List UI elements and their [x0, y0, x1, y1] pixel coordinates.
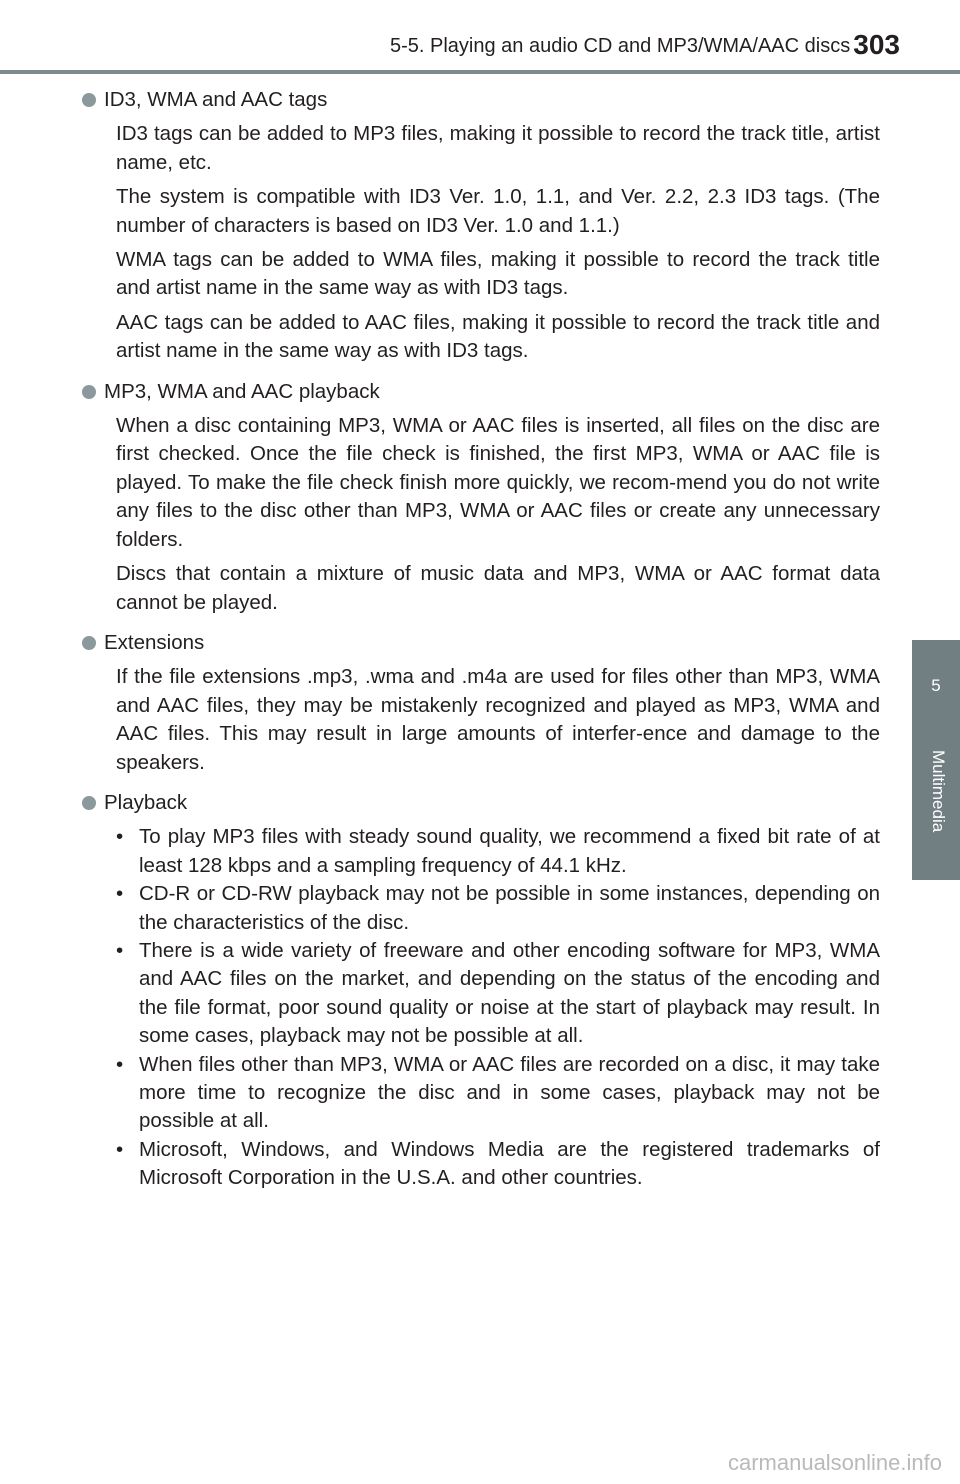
page-content	[82, 86, 880, 1199]
bullet-icon	[82, 796, 96, 810]
list-item-text: CD-R or CD-RW playback may not be possible in some instances, depending on the characteristics of the disc.	[139, 882, 880, 934]
paragraph: Discs that contain a mixture of music data and MP3, WMA or AAC format data cannot be played.	[116, 562, 880, 614]
paragraph: If the file extensions .mp3, .wma and .m4a are used for files other than MP3, WMA and AAC files, they may be mistakenly recognized and played as MP3, WMA and AAC files. This may result in large amounts of interfer-ence and damage to the speakers.	[116, 665, 880, 774]
bullet-icon	[82, 385, 96, 399]
section-title: MP3, WMA and AAC playback	[104, 379, 380, 403]
list-bullet: •	[116, 825, 124, 849]
paragraph: ID3 tags can be added to MP3 files, making it possible to record the track title, artist name, etc.	[116, 122, 880, 174]
section-extensions	[82, 629, 880, 777]
list-item-text: When files other than MP3, WMA or AAC files are recorded on a disc, it may take more time to recognize the disc and in some cases, playback may not be possible at all.	[139, 1052, 880, 1133]
list-item	[116, 1051, 880, 1136]
section-playback-formats	[82, 378, 880, 617]
chapter-label: Multimedia	[929, 750, 948, 833]
chapter-number: 5	[931, 676, 941, 695]
section-id3-tags	[82, 86, 880, 366]
section-heading-id3-tags	[82, 86, 880, 114]
bullet-icon	[82, 636, 96, 650]
section-heading-playback	[82, 789, 880, 817]
site-watermark: carmanualsonline.info	[727, 1450, 942, 1475]
list-bullet: •	[116, 1052, 124, 1076]
list-item-text: To play MP3 files with steady sound quality, we recommend a fixed bit rate of at least 128 kbps and a sampling frequency of 44.1 kHz.	[139, 825, 880, 877]
section-heading: 5-5. Playing an audio CD and MP3/WMA/AAC discs	[390, 35, 851, 57]
section-heading-extensions	[82, 629, 880, 657]
section-heading-playback-formats	[82, 378, 880, 406]
list-item	[116, 880, 880, 937]
paragraph: The system is compatible with ID3 Ver. 1.0, 1.1, and Ver. 2.2, 2.3 ID3 tags. (The number of characters is based on ID3 Ver. 1.0 and 1.1.)	[116, 185, 880, 237]
list-item	[116, 1136, 880, 1193]
paragraph: AAC tags can be added to AAC files, making it possible to record the track title and artist name in the same way as with ID3 tags.	[116, 310, 880, 363]
list-bullet: •	[116, 882, 124, 906]
list-item-text: Microsoft, Windows, and Windows Media are the registered trademarks of Microsoft Corporation in the U.S.A. and other countries.	[139, 1137, 880, 1190]
section-title: Playback	[104, 790, 188, 814]
page-header	[0, 0, 960, 72]
playback-notes-list	[116, 823, 880, 1192]
paragraph: WMA tags can be added to WMA files, making it possible to record the track title and artist name in the same way as with ID3 tags.	[116, 248, 880, 300]
section-title: Extensions	[104, 630, 205, 654]
section-playback	[82, 789, 880, 1193]
page-number: 303	[853, 29, 900, 60]
list-bullet: •	[116, 938, 124, 962]
list-item	[116, 937, 880, 1051]
list-item-text: There is a wide variety of freeware and other encoding software for MP3, WMA and AAC files on the market, and depending on the status of the encoding and the file format, poor sound quality or noise at the start of playback may result. In some cases, playback may not be possible at all.	[139, 938, 880, 1048]
header-divider	[0, 70, 960, 74]
paragraph: When a disc containing MP3, WMA or AAC files is inserted, all files on the disc are first checked. Once the file check is finished, the first MP3, WMA or AAC file is played. To make the file check finish more quickly, we recom-mend you do not write any files to the disc other than MP3, WMA or AAC files or create any unnecessary folders.	[116, 414, 880, 551]
chapter-tab	[912, 640, 960, 880]
list-item	[116, 823, 880, 880]
list-bullet: •	[116, 1137, 124, 1161]
bullet-icon	[82, 93, 96, 107]
section-title: ID3, WMA and AAC tags	[104, 88, 328, 111]
